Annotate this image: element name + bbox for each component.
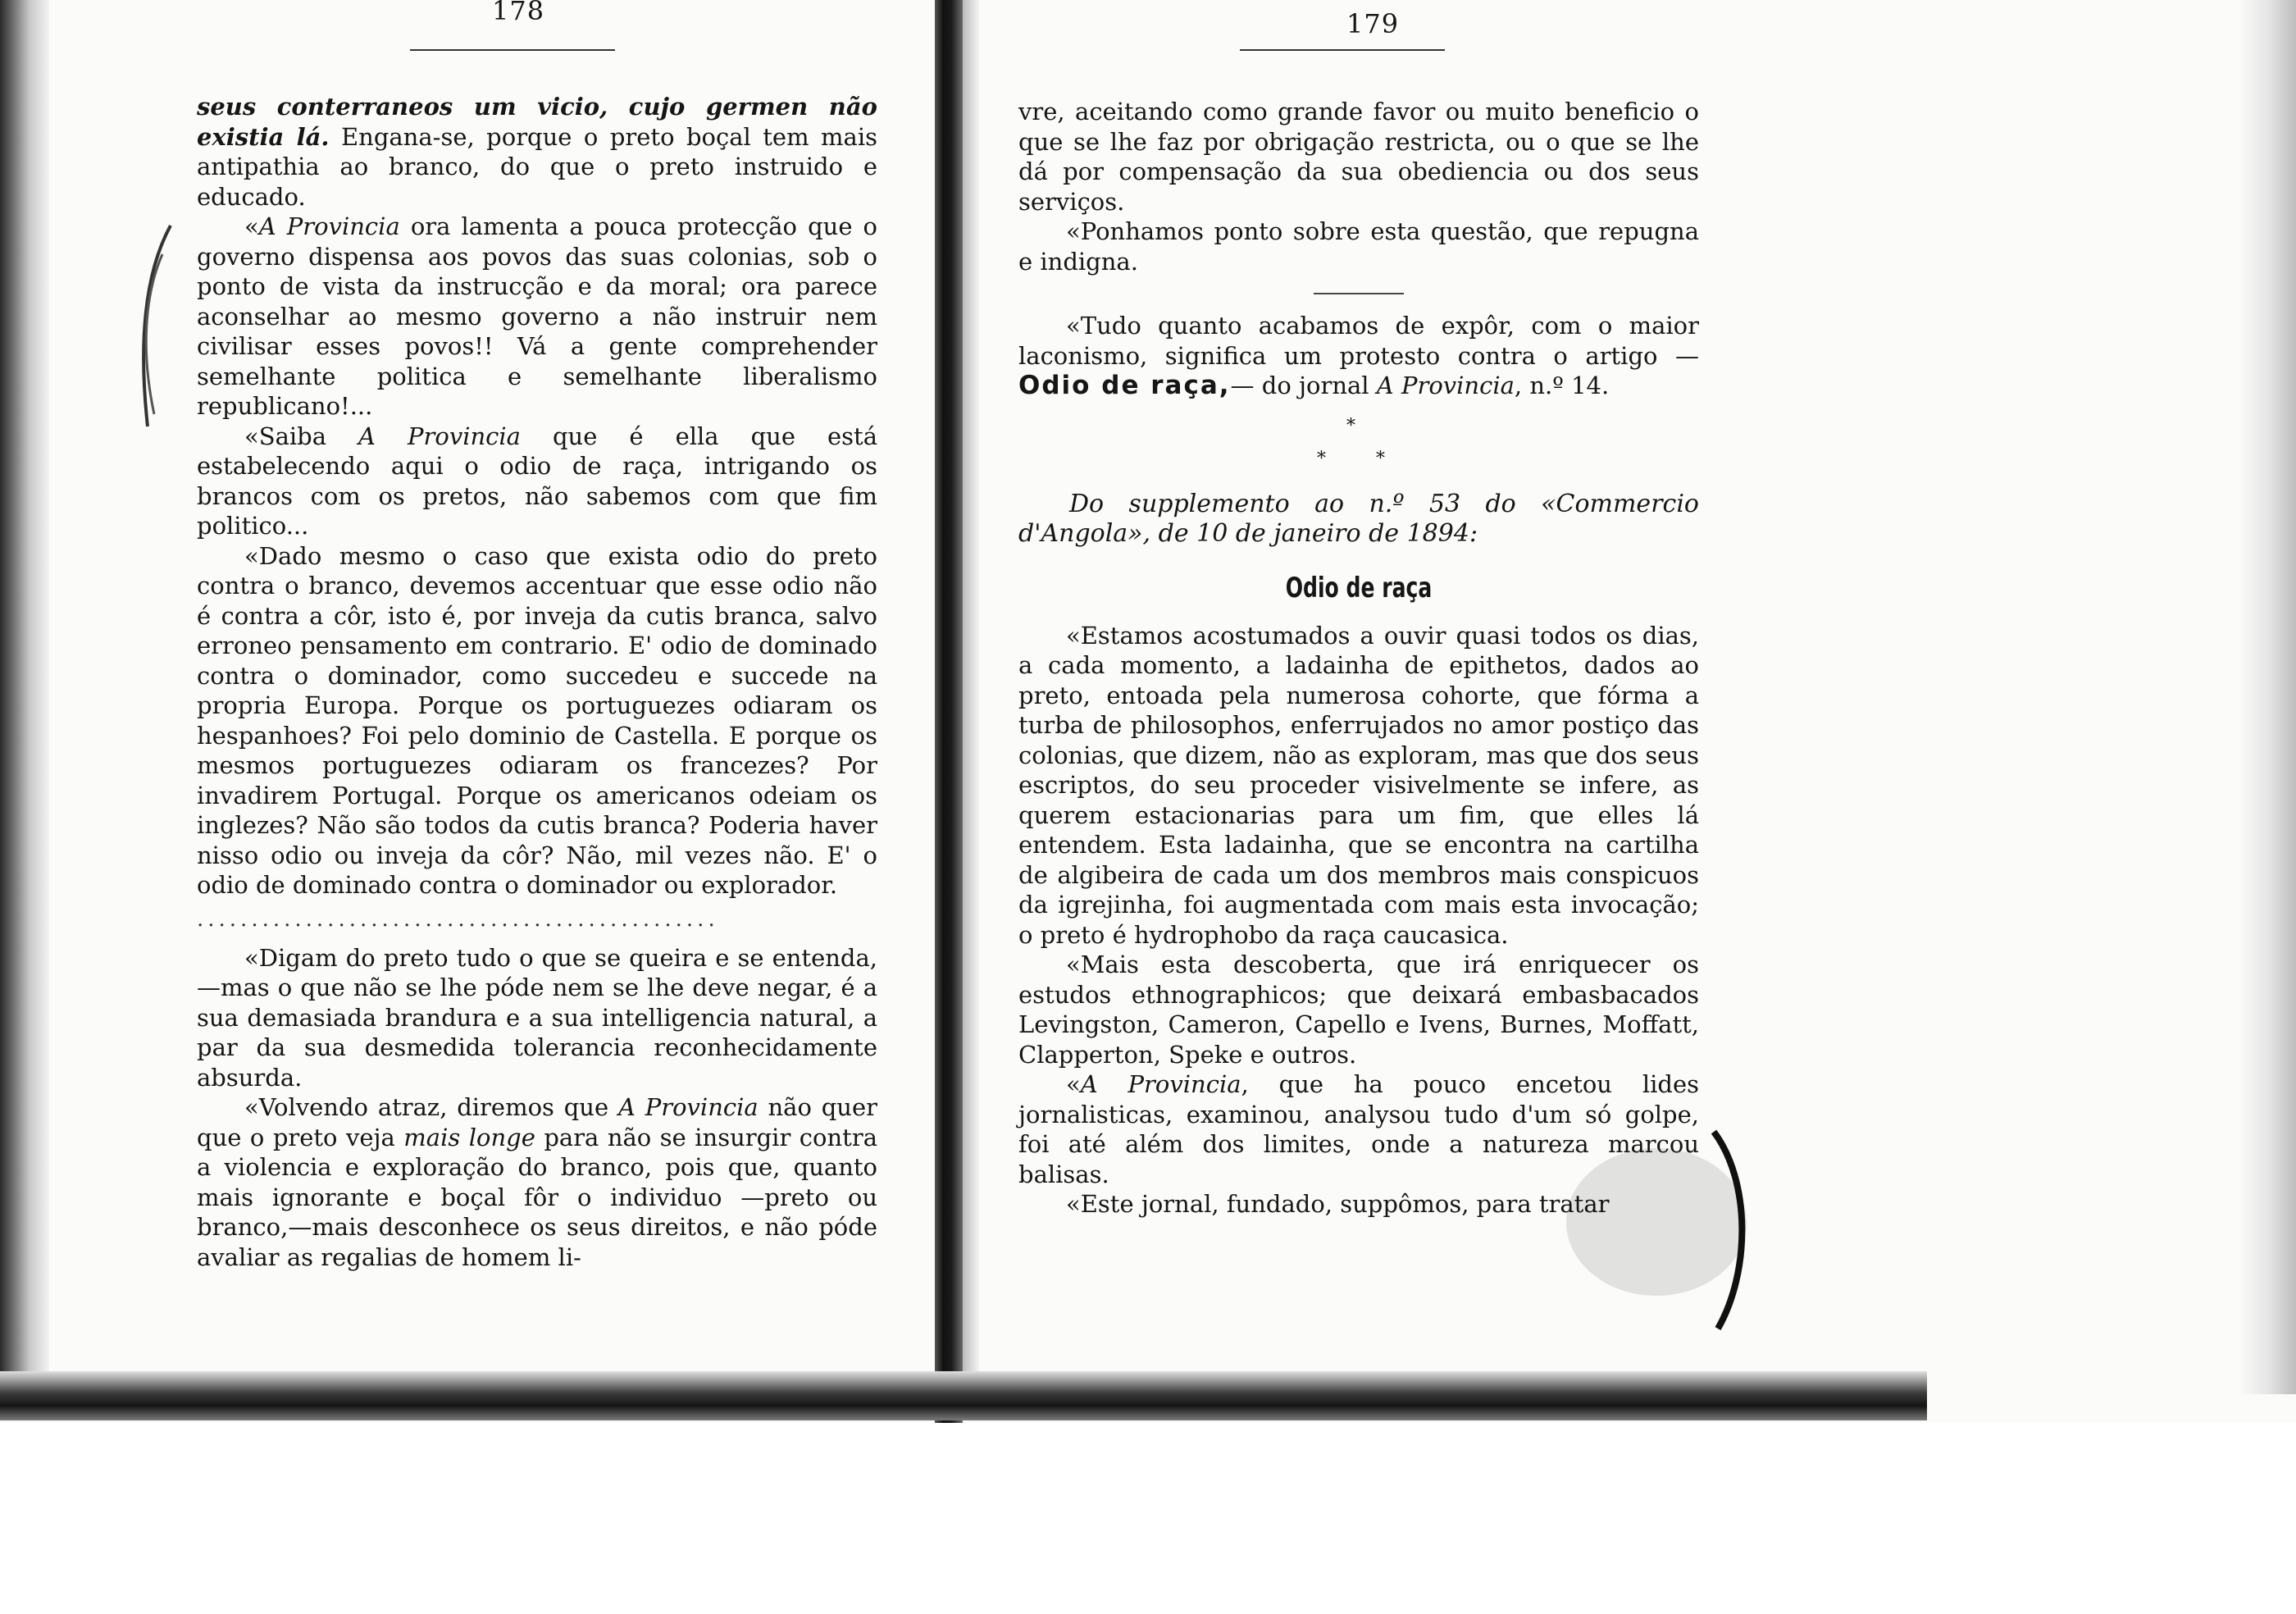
paragraph: «Mais esta descoberta, que irá enriquecer os estudos ethnographicos; que deixará embasbacados Levingston, Cameron, Capello e Ivens, Burnes, Moffatt, Clapperton, Speke e outros. xyxy=(1018,951,1699,1069)
gutter-shadow xyxy=(963,0,979,1411)
header-rule-right xyxy=(1240,49,1445,51)
section-title: Odio de raça xyxy=(1285,571,1433,604)
paragraph: «Estamos acostumados a ouvir quasi todos os dias, a cada momento, a ladainha de epithetos, dados ao preto, entoada pela numerosa cohorte, que fórma a turba de philosophos, enferrujados no amor postiço das colonias, que dizem, não as exploram, mas que dos seus escriptos, do seu proceder visivelmente se infere, as querem estacionarias para um fim, que elles lá entendem. Esta ladainha, que se encontra na cartilha de algibeira de cada um dos membros mais conspicuos da igrejinha, foi augmentada com mais esta invocação; o preto é hydrophobo da raça caucasica. xyxy=(1018,621,1699,949)
right-page-text xyxy=(1018,97,1699,1220)
paragraph: «A Provincia, que ha pouco encetou lides jornalisticas, examinou, analysou tudo d'um só golpe, foi até além dos limites, onde a natureza marcou balisas. xyxy=(1018,1070,1699,1188)
bottom-page-edge xyxy=(0,1371,1927,1420)
header-rule-left xyxy=(410,49,615,51)
paragraph: vre, aceitando como grande favor ou muito beneficio o que se lhe faz por obrigação restricta, ou o que se lhe dá por compensação da sua obediencia ou dos seus serviços. xyxy=(1018,98,1699,216)
margin-pencil-mark xyxy=(130,221,179,435)
page-number-right: 179 xyxy=(1346,8,1400,39)
section-rule xyxy=(1314,293,1404,294)
paragraph: «Este jornal, fundado, suppômos, para tratar xyxy=(1066,1190,1610,1218)
asterism: * * * xyxy=(1317,415,1385,469)
ink-blotch xyxy=(1558,1124,1755,1337)
paragraph: «Volvendo atraz, diremos que A Provincia não quer que o preto veja mais longe para não se insurgir contra a violencia e exploração do branco, pois que, quanto mais ignorante e boçal fôr o individuo —preto ou branco,—mais desconhece os seus direitos, e não póde avaliar as regalias de homem li- xyxy=(197,1093,877,1271)
source-line: Do supplemento ao n.º 53 do «Commercio d'Angola», de 10 de janeiro de 1894: xyxy=(1018,489,1699,548)
left-book-edge xyxy=(0,0,49,1419)
book-gutter xyxy=(935,0,963,1423)
article-reference: Odio de raça, xyxy=(1018,371,1231,400)
right-book-edge xyxy=(2239,0,2296,1394)
paragraph: «Dado mesmo o caso que exista odio do preto contra o branco, devemos accentuar que esse odio não é contra a côr, isto é, por inveja da cutis branca, salvo erroneo pensamento em contrario. E' odio de dominado contra o dominador, como succedeu e succede na propria Europa. Porque os portuguezes odiaram os hespanhoes? Foi pelo dominio de Castella. E porque os mesmos portuguezes odiaram os francezes? Por invadirem Portugal. Porque os americanos odeiam os inglezes? Não são todos da cutis branca? Poderia haver nisso odio ou inveja da côr? Não, mil vezes não. E' o odio de dominado contra o dominador ou explorador. xyxy=(197,541,877,899)
ellipsis-separator: ................................................ xyxy=(197,906,719,932)
paragraph: «Tudo quanto acabamos de expôr, com o maior laconismo, significa um protesto contra o artigo — Odio de raça,— do jornal A Provincia, n.º 14. xyxy=(1018,312,1699,400)
paragraph: «Digam do preto tudo o que se queira e se entenda,—mas o que não se lhe póde nem se lhe deve negar, é a sua demasiada brandura e a sua intelligencia natural, a par da sua desmedida tolerancia reconhecidamente absurda. xyxy=(197,943,877,1092)
paragraph: seus conterraneos um vicio, cujo germen não existia lá. Engana-se, porque o preto boçal tem mais antipathia ao branco, do que o preto instruido e educado. xyxy=(197,93,877,211)
page-number-left: 178 xyxy=(492,0,545,26)
paragraph: «Ponhamos ponto sobre esta questão, que repugna e indigna. xyxy=(1018,217,1699,276)
left-page-text xyxy=(197,92,877,1272)
paragraph: «Saiba A Provincia que é ella que está estabelecendo aqui o odio de raça, intrigando os brancos com os pretos, não sabemos com que fim politico... xyxy=(197,422,877,540)
paragraph: «A Provincia ora lamenta a pouca protecção que o governo dispensa aos povos das suas colonias, sob o ponto de vista da instrucção e da moral; ora parece aconselhar ao mesmo governo a não instruir nem civilisar esses povos!! Vá a gente comprehender semelhante politica e semelhante liberalismo republicano!... xyxy=(197,212,878,420)
